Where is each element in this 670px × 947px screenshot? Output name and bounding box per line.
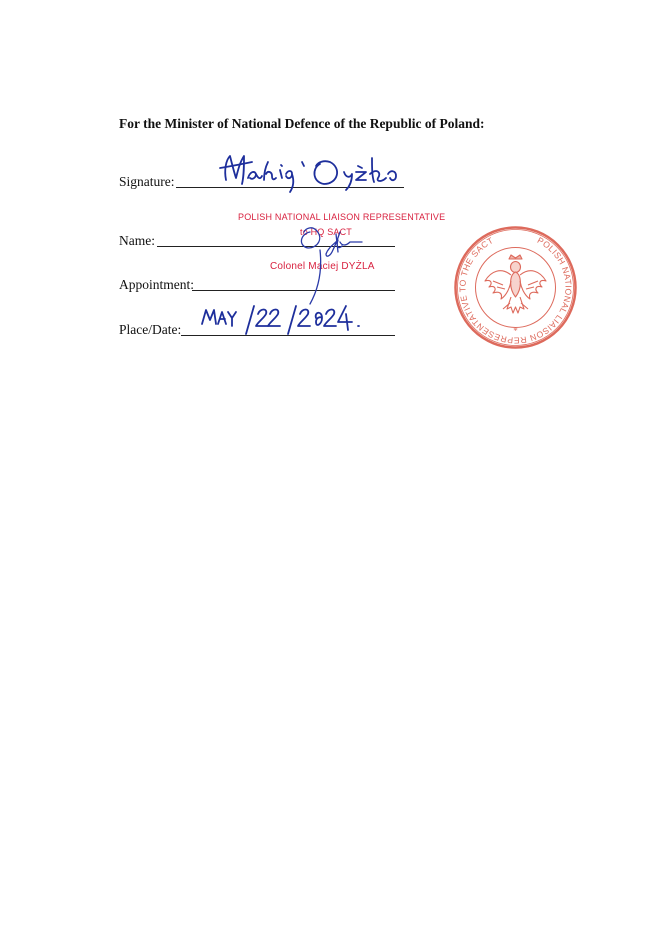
signature-row (119, 170, 409, 190)
official-seal (453, 225, 578, 350)
page-heading: For the Minister of National Defence of the Republic of Poland: (119, 116, 485, 131)
name-row (119, 229, 399, 249)
signature-label: Signature: (119, 174, 175, 189)
name-stamp-line-2: to HQ SACT (300, 227, 353, 237)
place-date-label: Place/Date: (119, 322, 182, 337)
place-date-line (181, 335, 395, 336)
name-label: Name: (119, 233, 155, 248)
appointment-line (192, 290, 395, 291)
signature-line (176, 187, 404, 188)
name-stamp-line-3: Colonel Maciej DYŻLA (270, 261, 375, 272)
name-stamp-line-1: POLISH NATIONAL LIAISON REPRESENTATIVE (238, 212, 446, 222)
crowned-eagle-icon (485, 255, 546, 313)
name-line (157, 246, 395, 247)
appointment-row (119, 273, 399, 293)
svg-text:*: * (513, 326, 518, 336)
appointment-label: Appointment: (119, 277, 194, 292)
place-date-row (119, 318, 399, 338)
seal-legend: POLISH NATIONAL LIAISON REPRESENTATIVE TO THE SACT (457, 235, 574, 346)
